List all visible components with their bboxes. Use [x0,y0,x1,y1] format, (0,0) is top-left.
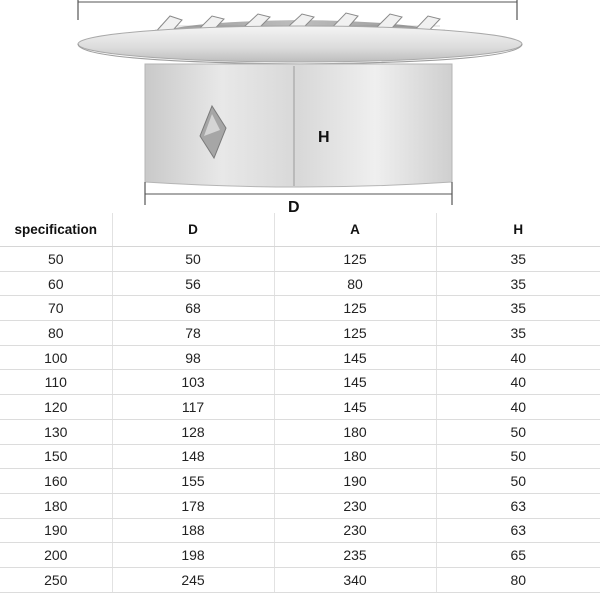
table-row [0,567,600,592]
cell-a: 180 [274,419,436,444]
table-row [0,518,600,543]
cell-d: 56 [112,271,274,296]
vent-illustration [0,0,600,213]
cell-h: 63 [436,493,600,518]
cell-d: 198 [112,543,274,568]
cell-a: 145 [274,395,436,420]
cell-specification: 130 [0,419,112,444]
diameter-dimension-label: D [288,199,300,213]
cell-h: 50 [436,419,600,444]
cell-a: 125 [274,296,436,321]
cell-specification: 190 [0,518,112,543]
cell-a: 235 [274,543,436,568]
cell-d: 128 [112,419,274,444]
cell-d: 148 [112,444,274,469]
cell-d: 117 [112,395,274,420]
cell-specification: 250 [0,567,112,592]
table-row [0,345,600,370]
cell-d: 155 [112,469,274,494]
cell-specification: 100 [0,345,112,370]
table-row [0,370,600,395]
cell-d: 68 [112,296,274,321]
cell-h: 35 [436,247,600,272]
cell-a: 145 [274,345,436,370]
cell-h: 35 [436,321,600,346]
column-header-h: H [436,213,600,247]
column-header-d: D [112,213,274,247]
table-row [0,469,600,494]
cell-specification: 70 [0,296,112,321]
cell-d: 103 [112,370,274,395]
cell-h: 50 [436,444,600,469]
cell-a: 80 [274,271,436,296]
vent-flange [78,26,522,64]
height-dimension-label: H [318,129,330,146]
table-row [0,493,600,518]
cell-a: 180 [274,444,436,469]
cell-d: 98 [112,345,274,370]
column-header-specification: specification [0,213,112,247]
cell-specification: 50 [0,247,112,272]
vent-body [145,64,452,187]
vent-product-drawing [0,0,600,213]
cell-h: 50 [436,469,600,494]
cell-a: 340 [274,567,436,592]
cell-h: 35 [436,296,600,321]
cell-h: 63 [436,518,600,543]
cell-d: 50 [112,247,274,272]
table-row [0,321,600,346]
cell-specification: 150 [0,444,112,469]
cell-h: 40 [436,345,600,370]
cell-a: 230 [274,493,436,518]
cell-specification: 110 [0,370,112,395]
column-header-a: A [274,213,436,247]
cell-specification: 80 [0,321,112,346]
cell-specification: 160 [0,469,112,494]
cell-a: 230 [274,518,436,543]
cell-h: 35 [436,271,600,296]
specification-table [0,213,600,593]
cell-specification: 180 [0,493,112,518]
cell-specification: 200 [0,543,112,568]
specification-table-container [0,213,600,600]
table-row [0,271,600,296]
cell-h: 40 [436,370,600,395]
table-row [0,444,600,469]
table-header-row [0,213,600,247]
cell-h: 40 [436,395,600,420]
top-dimension-line [78,0,517,20]
cell-specification: 120 [0,395,112,420]
table-row [0,247,600,272]
cell-a: 125 [274,321,436,346]
table-row [0,419,600,444]
cell-h: 65 [436,543,600,568]
cell-h: 80 [436,567,600,592]
cell-a: 125 [274,247,436,272]
cell-specification: 60 [0,271,112,296]
cell-d: 188 [112,518,274,543]
table-row [0,395,600,420]
table-row [0,296,600,321]
cell-d: 78 [112,321,274,346]
cell-d: 245 [112,567,274,592]
table-row [0,543,600,568]
cell-d: 178 [112,493,274,518]
cell-a: 190 [274,469,436,494]
cell-a: 145 [274,370,436,395]
